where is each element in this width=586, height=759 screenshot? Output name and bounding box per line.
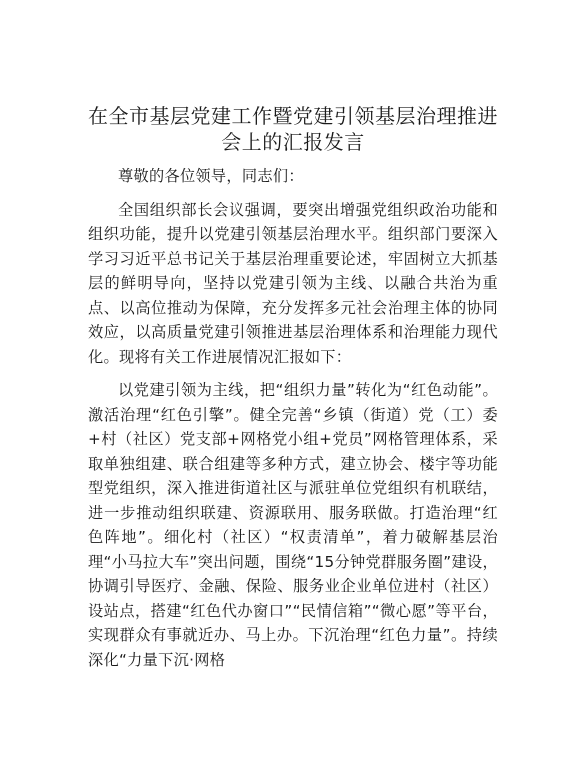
- document-body: [88, 164, 498, 681]
- paragraph-intro: 全国组织部长会议强调，要突出增强党组织政治功能和组织功能，提升以党建引领基层治理水平。组织部门要深入学习习近平总书记关于基层治理重要论述，牢固树立大抓基层的鲜明导向，坚持以党建引领为主线、以融合共治为重点、以高位推动为保障，充分发挥多元社会治理主体的协同效应，以高质量党建引领推进基层治理体系和治理能力现代化。现将有关工作进展情况汇报如下：: [88, 200, 498, 366]
- paragraph-main: 以党建引领为主线，把“组织力量”转化为“红色动能”。激活治理“红色引擎”。健全完善“乡镇（街道）党（工）委+村（社区）党支部+网格党小组+党员”网格管理体系，采取单独组建、联合组建等多种方式，建立协会、楼宇等功能型党组织，深入推进街道社区与派驻单位党组织有机联结，进一步推动组织联建、资源联用、服务联做。打造治理“红色阵地”。细化村（社区）“权责清单”，着力破解基层治理“小马拉大车”突出问题，围绕“15分钟党群服务圈”建设，协调引导医疗、金融、保险、服务业企业单位进村（社区）设站点，搭建“红色代办窗口”“民情信箱”“微心愿”等平台，实现群众有事就近办、马上办。下沉治理“红色力量”。持续深化“力量下沉·网格: [88, 381, 498, 669]
- document-title: [60, 103, 526, 155]
- title-line-1: 在全市基层党建工作暨党建引领基层治理推进: [88, 104, 498, 128]
- salutation: 尊敬的各位领导，同志们：: [118, 167, 304, 185]
- title-line-2: 会上的汇报发言: [221, 130, 365, 154]
